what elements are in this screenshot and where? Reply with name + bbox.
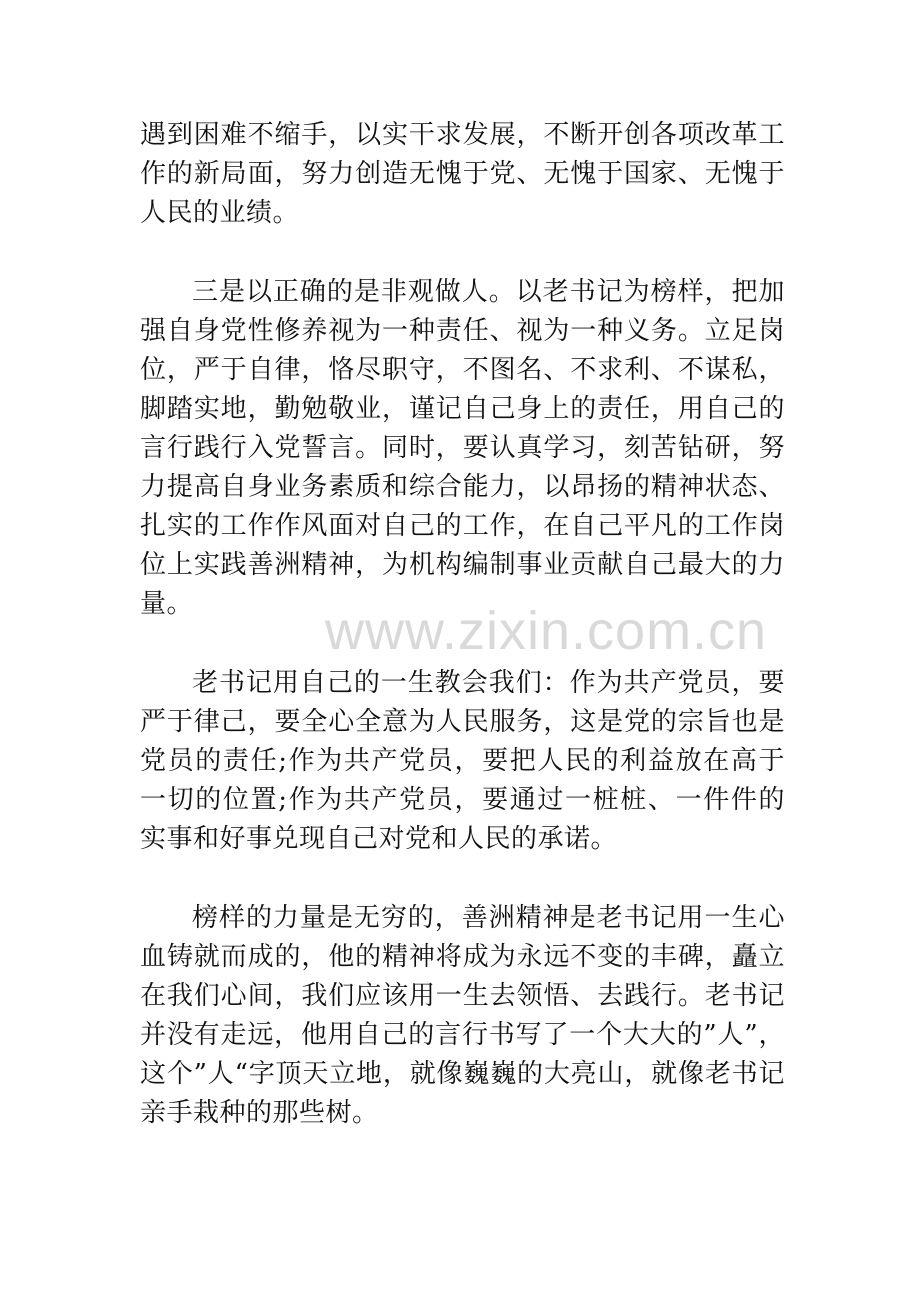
paragraph-correct-values: 三是以正确的是非观做人。以老书记为榜样，把加强自身党性修养视为一种责任、视为一种义务。立足岗位，严于自律，恪尽职守，不图名、不求利、不谋私，脚踏实地，勤勉敬业，谨记自己身上的责任，用自己的言行践行入党誓言。同时，要认真学习，刻苦钻研，努力提高自身业务素质和综合能力，以昂扬的精神状态、扎实的工作作风面对自己的工作，在自己平凡的工作岗位上实践善洲精神，为机构编制事业贡献自己最大的力量。 xyxy=(140,277,785,619)
document-body xyxy=(140,116,785,1133)
paragraph-continuation: 遇到困难不缩手，以实干求发展，不断开创各项改革工作的新局面，努力创造无愧于党、无愧于国家、无愧于人民的业绩。 xyxy=(140,120,785,228)
paragraph-party-member-lessons: 老书记用自己的一生教会我们：作为共产党员，要严于律己，要全心全意为人民服务，这是党的宗旨也是党员的责任;作为共产党员，要把人民的利益放在高于一切的位置;作为共产党员，要通过一桩桩、一件件的实事和好事兑现自己对党和人民的承诺。 xyxy=(140,668,785,854)
watermark-text: www.zixin.com.cn xyxy=(325,601,768,661)
paragraph-role-model: 榜样的力量是无穷的，善洲精神是老书记用一生心血铸就而成的，他的精神将成为永远不变的丰碑，矗立在我们心间，我们应该用一生去领悟、去践行。老书记并没有走远，他用自己的言行书写了一个大大的”人”，这个”人“字顶天立地，就像巍巍的大亮山，就像老书记亲手栽种的那些树。 xyxy=(140,903,785,1128)
